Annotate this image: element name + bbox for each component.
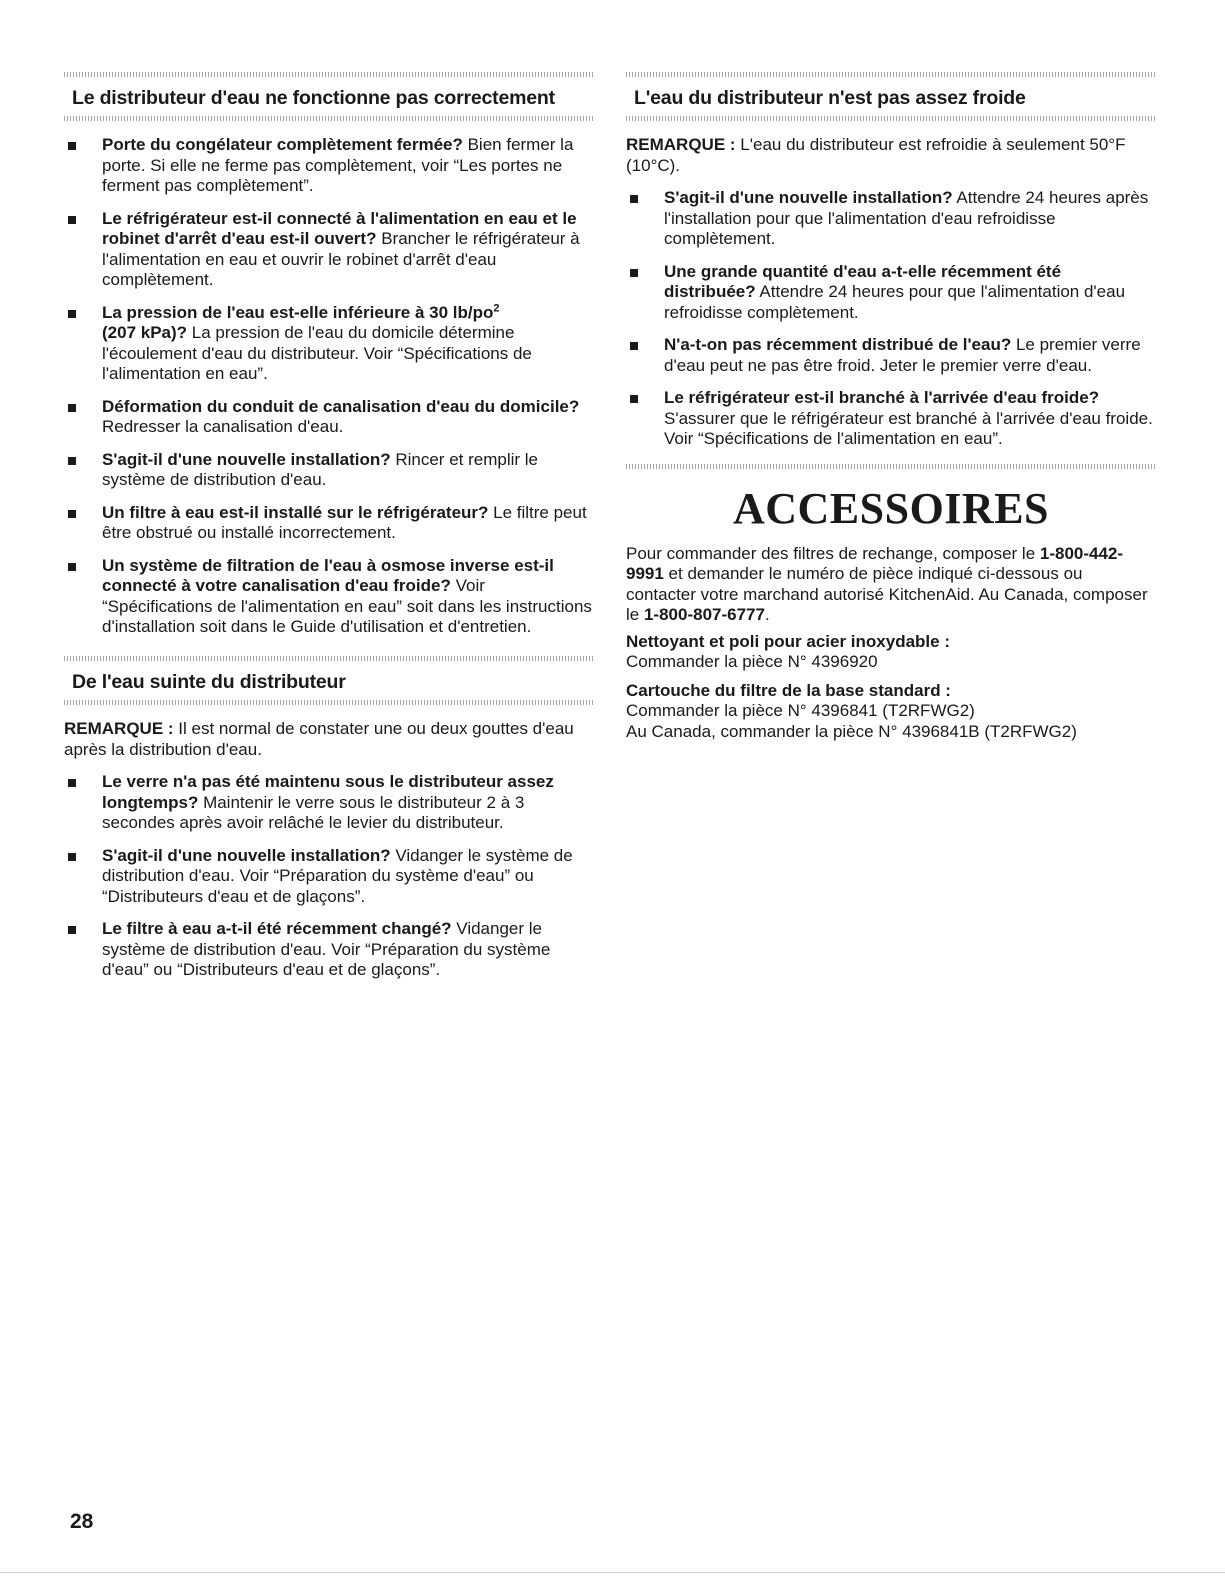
square-bullet-icon [68, 563, 76, 571]
section-rule [64, 72, 594, 77]
page-bottom-divider [0, 1572, 1225, 1573]
section-title-water-not-cold: L'eau du distributeur n'est pas assez froide [634, 87, 1026, 109]
list-item: S'agit-il d'une nouvelle installation? Attendre 24 heures après l'installation pour que l'alimentation d'eau refroidisse complètement. [626, 188, 1156, 250]
section-rule [64, 700, 594, 705]
water-not-cold-list [626, 188, 1156, 450]
list-item: Porte du congélateur complètement fermée? Bien fermer la porte. Si elle ne ferme pas complètement, voir “Les portes ne ferment pas complètement”. [64, 135, 594, 197]
cleaner-part-number: Commander la pièce N° 4396920 [626, 652, 878, 672]
dispenser-not-working-list [64, 135, 594, 638]
list-item: Le réfrigérateur est-il connecté à l'alimentation en eau et le robinet d'arrêt d'eau est-il ouvert? Brancher le réfrigérateur à l'alimentation en eau et ouvrir le robinet d'arrêt d'eau complètement. [64, 209, 594, 291]
section-rule [626, 464, 1156, 469]
square-bullet-icon [68, 853, 76, 861]
list-item: Le réfrigérateur est-il branché à l'arrivée d'eau froide? S'assurer que le réfrigérateur est branché à l'arrivée d'eau froide. Voir “Spécifications de l'alimentation en eau”. [626, 388, 1156, 450]
list-item: N'a-t-on pas récemment distribué de l'eau? Le premier verre d'eau peut ne pas être froid. Jeter le premier verre d'eau. [626, 335, 1156, 376]
cleaner-heading: Nettoyant et poli pour acier inoxydable : [626, 631, 950, 651]
square-bullet-icon [630, 269, 638, 277]
square-bullet-icon [68, 779, 76, 787]
note-paragraph: REMARQUE : L'eau du distributeur est refroidie à seulement 50°F (10°C). [626, 135, 1126, 175]
right-column [626, 72, 1156, 742]
section-rule [626, 72, 1156, 77]
square-bullet-icon [68, 142, 76, 150]
square-bullet-icon [68, 404, 76, 412]
accessories-intro: Pour commander des filtres de rechange, composer le 1-800-442-9991 et demander le numéro de pièce indiqué ci-dessous ou contacter votre marchand autorisé KitchenAid. Au Canada, composer le 1-800-807-6777. [626, 543, 1148, 625]
list-item: S'agit-il d'une nouvelle installation? Vidanger le système de distribution d'eau. Voir “Préparation du système d'eau” ou “Distributeurs d'eau et de glaçons”. [64, 846, 594, 908]
note-paragraph: REMARQUE : Il est normal de constater une ou deux gouttes d'eau après la distribution d'eau. [64, 719, 574, 759]
phone-number: 1-800-442-9991 [626, 543, 1124, 584]
list-item: La pression de l'eau est-elle inférieure à 30 $lb/po^2$ (207 kPa)? La pression de l'eau du domicile détermine l'écoulement d'eau du distributeur. Voir “Spécifications de l'alimentation en eau”. [64, 303, 594, 385]
square-bullet-icon [68, 457, 76, 465]
list-item: Une grande quantité d'eau a-t-elle récemment été distribuée? Attendre 24 heures pour que l'alimentation d'eau refroidisse complètement. [626, 262, 1156, 324]
cartridge-part-number-canada: Au Canada, commander la pièce N° 4396841B (T2RFWG2) [626, 721, 1077, 741]
section-rule [626, 116, 1156, 121]
list-item: Un système de filtration de l'eau à osmose inverse est-il connecté à votre canalisation d'eau froide? Voir “Spécifications de l'alimentation en eau” soit dans les instructions d'installation soit dans le Guide d'utilisation et d'entretien. [64, 556, 594, 638]
list-item: Déformation du conduit de canalisation d'eau du domicile? Redresser la canalisation d'eau. [64, 397, 594, 438]
accessories-title: ACCESSOIRES [732, 483, 1050, 533]
section-rule [64, 116, 594, 121]
page-number: 28 [70, 1510, 94, 1533]
section-title-dispenser-not-working: Le distributeur d'eau ne fonctionne pas correctement [72, 87, 555, 109]
square-bullet-icon [68, 310, 76, 318]
section-title-water-leaking: De l'eau suinte du distributeur [72, 670, 346, 693]
cartridge-heading: Cartouche du filtre de la base standard : [626, 680, 951, 700]
list-item: Un filtre à eau est-il installé sur le réfrigérateur? Le filtre peut être obstrué ou installé incorrectement. [64, 503, 594, 544]
list-item: Le filtre à eau a-t-il été récemment changé? Vidanger le système de distribution d'eau. Voir “Préparation du système d'eau” ou “Distributeurs d'eau et de glaçons”. [64, 919, 594, 981]
water-leaking-list [64, 772, 594, 981]
square-bullet-icon [630, 195, 638, 203]
square-bullet-icon [68, 216, 76, 224]
square-bullet-icon [630, 342, 638, 350]
cartridge-part-number: Commander la pièce N° 4396841 (T2RFWG2) [626, 701, 975, 721]
left-column [64, 72, 594, 993]
square-bullet-icon [68, 926, 76, 934]
list-item: Le verre n'a pas été maintenu sous le distributeur assez longtemps? Maintenir le verre sous le distributeur 2 à 3 secondes après avoir relâché le levier du distributeur. [64, 772, 594, 834]
square-bullet-icon [630, 395, 638, 403]
list-item: S'agit-il d'une nouvelle installation? Rincer et remplir le système de distribution d'eau. [64, 450, 594, 491]
section-rule [64, 656, 594, 661]
square-bullet-icon [68, 510, 76, 518]
phone-number: 1-800-807-6777 [643, 605, 765, 625]
